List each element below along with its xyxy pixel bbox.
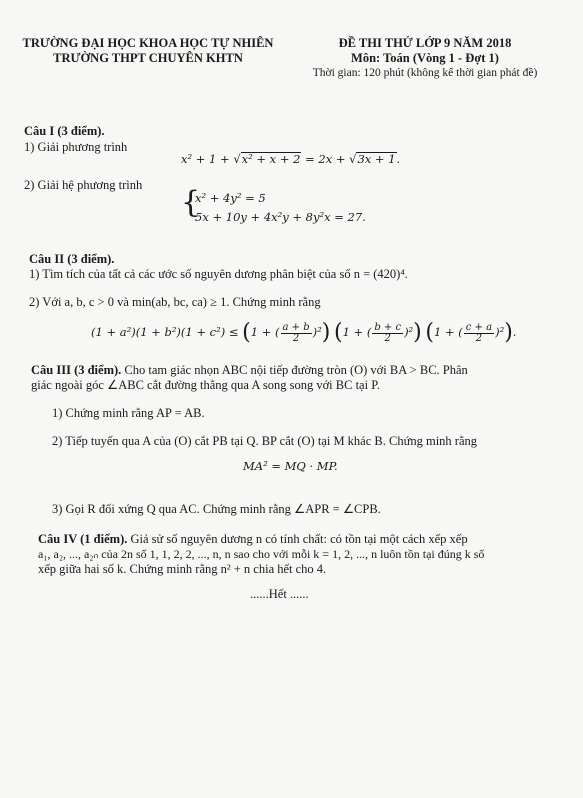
q3-heading: Câu III (3 điểm). — [31, 363, 122, 377]
exam-duration: Thời gian: 120 phút (không kể thời gian phát đề) — [312, 67, 538, 79]
q1-part2-text: 2) Giải hệ phương trình — [24, 178, 143, 192]
school-name-2: TRƯỜNG THPT CHUYÊN KHTN — [53, 51, 243, 65]
q1-part1-text: 1) Giải phương trình — [24, 140, 128, 154]
fraction-bc: $\frac{b + c}{2}$ — [374, 321, 402, 344]
q3-part2: 2) Tiếp tuyến qua A của (O) cắt PB tại Q. BP cắt (O) tại M khác B. Chứng minh rằng — [52, 434, 478, 448]
q2-part1-text: 1) Tìm tích của tất cả các ước số nguyên dương phân biệt của số n = (420)⁴. — [29, 267, 408, 281]
exam-header — [280, 36, 570, 81]
school-header — [14, 36, 282, 66]
q1-part1-equation: x² + 1 + √x² + x + 2 = 2x + √3x + 1. — [181, 152, 401, 166]
q3-part1: 1) Chứng minh rằng AP = AB. — [52, 406, 205, 420]
q3-intro-line-2: giác ngoài góc ∠ABC cắt đường thẳng qua A song song với BC tại P. — [31, 378, 380, 392]
q1-heading: Câu I (3 điểm). — [24, 124, 105, 138]
system-eq-2: 5x + 10y + 4x²y + 8y²x = 27. — [195, 210, 366, 224]
q2-inequality: (1 + a²)(1 + b²)(1 + c²) ≤ (1 + ( $\frac{a + b}{2}$ )²) (1 + ( $\frac{b + c}{2}$ )²) (1 + ( $\frac{c + a}{2}$ )²). — [91, 320, 517, 345]
q4-line-3: xếp giữa hai số k. Chứng minh rằng n² + n chia hết cho 4. — [38, 562, 327, 576]
q4-heading: Câu IV (1 điểm). — [38, 532, 128, 546]
q1-sqrt-1: x² + x + 2 — [241, 152, 301, 166]
system-brace: { — [181, 185, 201, 220]
exam-subject: Môn: Toán (Vòng 1 - Đợt 1) — [351, 51, 499, 65]
q3-part2-equation: MA² = MQ · MP. — [243, 459, 338, 473]
q3-part3: 3) Gọi R đối xứng Q qua AC. Chứng minh rằng ∠APR = ∠CPB. — [52, 502, 381, 516]
q3-intro-line-1: Câu III (3 điểm). Cho tam giác nhọn ABC nội tiếp đường tròn (O) với BA > BC. Phân — [31, 363, 468, 377]
exam-title: ĐỀ THI THỬ LỚP 9 NĂM 2018 — [338, 36, 512, 50]
fraction-ca: $\frac{c + a}{2}$ — [465, 321, 493, 344]
system-eq-1: x² + 4y² = 5 — [195, 191, 266, 205]
q2-part2-text: 2) Với a, b, c > 0 và min(ab, bc, ca) ≥ 1. Chứng minh rằng — [29, 295, 321, 309]
fraction-ab: $\frac{a + b}{2}$ — [282, 321, 310, 344]
end-marker: ......Hết ...... — [250, 587, 309, 601]
q1-sqrt-2: 3x + 1 — [357, 152, 396, 166]
q2-heading: Câu II (3 điểm). — [29, 252, 115, 266]
q4-line-1: Câu IV (1 điểm). Giả sử số nguyên dương n có tính chất: có tồn tại một cách xếp xếp — [38, 532, 468, 546]
q4-line-2: a₁, a₂, ..., a₂ₙ của 2n số 1, 1, 2, 2, ..., n, n sao cho với mỗi k = 1, 2, ..., n luôn tồn tại đúng k số — [38, 547, 485, 561]
school-name-1: TRƯỜNG ĐẠI HỌC KHOA HỌC TỰ NHIÊN — [22, 36, 274, 50]
